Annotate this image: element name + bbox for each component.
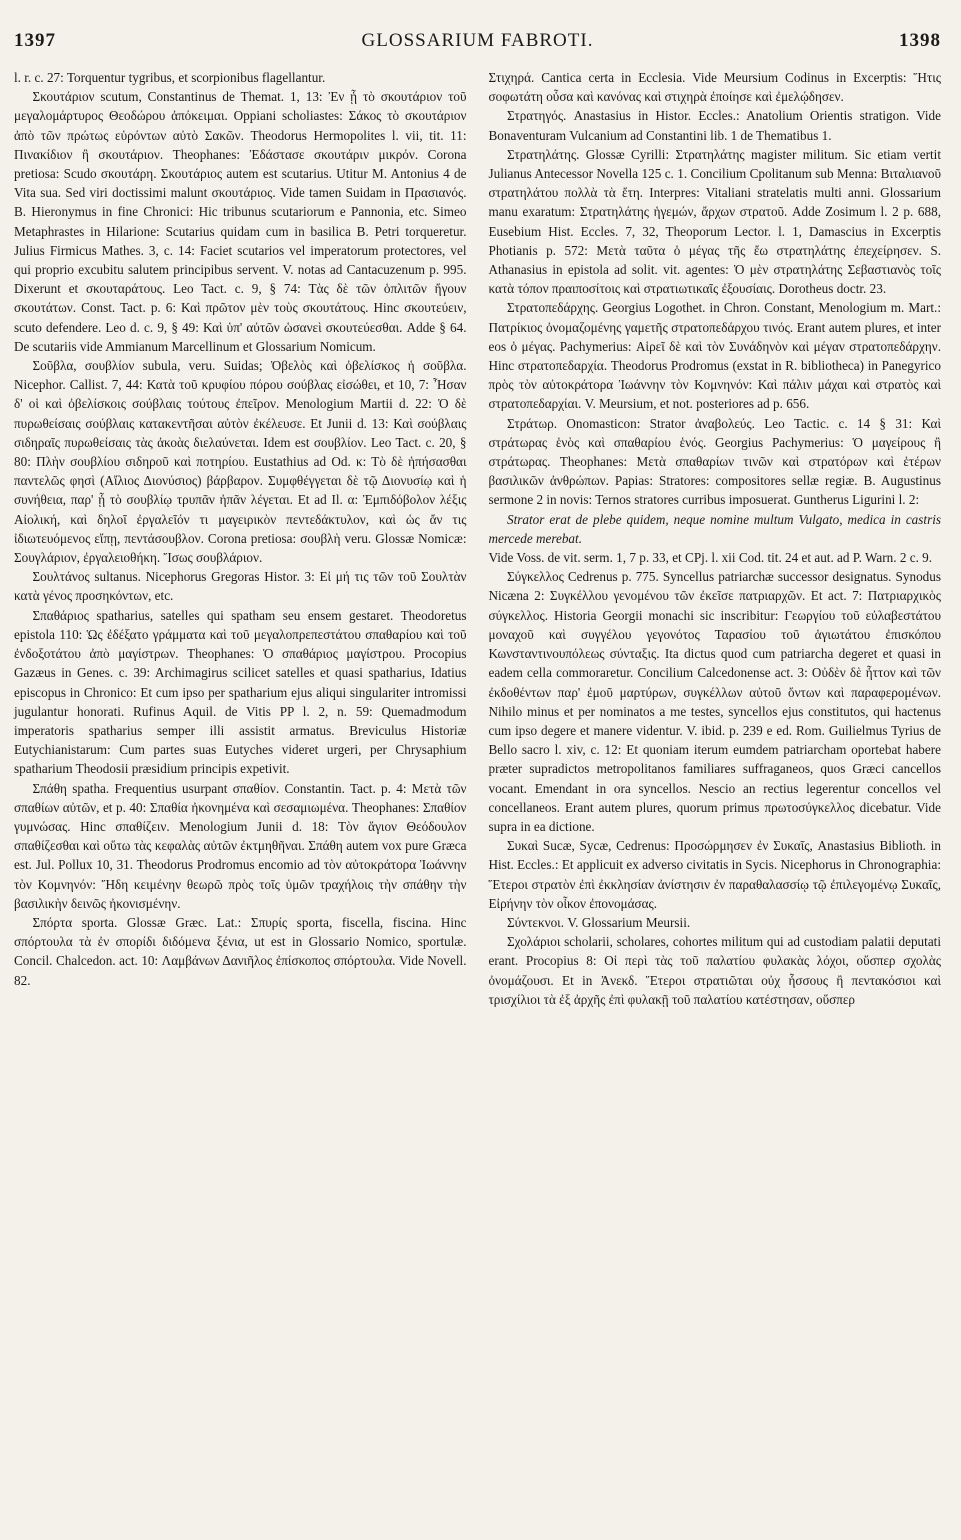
entry-paragraph: Στρατηλάτης. Glossæ Cyrilli: Στρατηλάτης magister militum. Sic etiam vertit Julianus Antecessor Novella 125 c. 1. Concilium Cpolitanum sub Menna: Βιταλιανοῦ στρατηλάτου πολλὰ τὰ ἔτη. Interpres: Vitaliani stratelatis multi anni. Glossarium manu exaratum: Στρατηλάτης ἡγεμών, ἄρχων στρατοῦ. Adde Zosimum l. 2 p. 688, Eusebium Hist. Eccles. 7, 32, Theoporum Lector. l. 1, Damascius in Excerptis Photianis p. 572: Μετὰ ταῦτα ὁ μέγας τῆς ἔω στρατηλάτης ἐπεχείρησεν. S. Athanasius in epistola ad solit. vit. agentes: Ὁ μὲν στρατηλάτης Σεβαστιανὸς τοῖς κατὰ τόπον πραιποσίτοις καὶ στρατιωτικαῖς ἐξουσίαις. Dorotheus doctr. 23. <box>488 146 941 297</box>
entry-paragraph: Σύγκελλος Cedrenus p. 775. Syncellus patriarchæ successor designatus. Synodus Nicæna 2: Συγκέλλου γενομένου τῶν ἐκεῖσε πατριαρχῶν. Et act. 7: Πατριαρχικὸς σύγκελλος. Historia Georgii monachi sic inscribitur: Γεωργίου τοῦ εὐλαβεστάτου μοναχοῦ καὶ συγγέλου γεγονότος Ταρασίου τοῦ ἁγιωτάτου ἐπισκόπου Κωνσταντινουπόλεως σύνταξις. Ita dictus quod cum patriarcha degeret et quasi in eadem cella commoraretur. Concilium Calcedonense act. 3: Οὐδὲν δὲ ἧττον καὶ τῶν ἐκδοθέντων παρ' ἐμοῦ μαρτύρων, συγκέλλων αὐτοῦ ὄντων καὶ παραφερομένων. Nihilo minus et per nominatos a me testes, syncellos ejus constitutos, qui hactenus cum ipso degere et manere videntur. V. ibid. p. 239 e ed. Rom. Guilielmus Tyrius de Bello sacro l. xiv, c. 12: Et quoniam iterum eumdem patriarcham oportebat habere præter supradictos metropolitanos familiares suffraganeos, quos Græci cancellos vocant. Emendant in ora syncellos. Nescio an rectius legerentur concellos vel concellaneos. Erant autem plures, quorum primus πρωτοσύγκελλος dicebatur. Vide supra in ea dictione. <box>488 569 941 834</box>
running-title: GLOSSARIUM FABROTI. <box>361 30 594 51</box>
entry-paragraph: Σχολάριοι scholarii, scholares, cohortes militum qui ad custodiam palatii deputati erant. Procopius 8: Οἱ περὶ τὰς τοῦ παλατίου φυλακὰς λόχοι, οὕσπερ σχολὰς ὀνομάζουσι. Et in Ἀνεκδ. Ἕτεροι στρατιῶται οὐχ ἧσσους ἢ πεντακόσιοι καὶ τρισχίλιοι τὰ ἐξ ἀρχῆς ἐπὶ φυλακῇ τοῦ παλατίου κατέστησαν, οὕσπερ <box>488 934 941 1007</box>
entry-paragraph: Σπόρτα sporta. Glossæ Græc. Lat.: Σπυρίς sporta, fiscella, fiscina. Hinc σπόρτουλα τὰ ἐν σπορίδι διδόμενα ξένια, ut est in Glossario Nomico, sportulæ. Concil. Chalcedon. act. 10: Λαμβάνων Δανιῆλος ἐπίσκοπος σπόρτουλα. Vide Novell. 82. <box>14 914 467 988</box>
entry-paragraph: Στιχηρά. Cantica certa in Ecclesia. Vide Meursium Codinus in Excerptis: Ἥτις σοφωτάτη οὖσα καὶ κανόνας καὶ στιχηρὰ ἐποίησε καὶ ἐμελῴδησεν. <box>488 70 941 105</box>
entry-paragraph: Σουλτάνος sultanus. Nicephorus Gregoras Histor. 3: Εἰ μή τις τῶν τοῦ Σουλτὰν κατὰ γένος προσηκόντων, etc. <box>14 569 467 604</box>
page-number-left: 1397 <box>14 30 56 51</box>
verse-quotation: Strator erat de plebe quidem, neque nomine multum Vulgato, medica in castris mercede merebat. <box>488 511 941 546</box>
left-column <box>14 68 467 1009</box>
entry-paragraph: Στρατοπεδάρχης. Georgius Logothet. in Chron. Constant, Menologium m. Mart.: Πατρίκιος ὀνομαζομένης γαμετῆς στρατοπεδάρχου τινός. Erant autem plures, et inter eos ὁ μέγας. Pachymerius: Αἱρεῖ δὲ καὶ τὸν Συνάδηνὸν καὶ μέγαν στρατοπεδάρχην. Hinc στρατοπεδαρχία. Theodorus Prodromus (exstat in R. bibliotheca) in Panegyrico πρὸς τὸν αὐτοκράτορα Ἰωάννην τὸν Κομνηνόν: Καὶ πάλιν μάχαι καὶ στρατὸς καὶ στρατοπεδαρχίαι. V. Meursium, et not. posteriores ad p. 656. <box>488 300 941 412</box>
page-number-right: 1398 <box>899 30 941 51</box>
entry-paragraph: Σπαθάριος spatharius, satelles qui spatham seu ensem gestaret. Theodoretus epistola 110: Ὡς ἐδέξατο γράμματα καὶ τοῦ μεγαλοπρεπεστάτου σπαθαρίου καὶ τοῦ ἐνδοξοτάτου ἀπὸ μαγίστρων. Theophanes: Ὁ σπαθάριος μαγίστρου. Procopius Gazæus in Genes. c. 39: Archimagirus scilicet satelles et quasi spatharius, Idatius episcopus in Chronico: Et cum ipso per spatharium ejus aliqui singulariter intromissi jugulantur honorati. Rufinus Aquil. de Vitis PP l. 2, n. 59: Quemadmodum imperatoris spatharius semper illi assistit armatus. Breviculus Historiæ Eutychianistarum: Cum partes suas Eutyches videret urgeri, per Chrysaphium spatharium Theodosii præsidium principis expetivit. <box>14 607 467 777</box>
entry-paragraph: Σπάθη spatha. Frequentius usurpant σπαθίον. Constantin. Tact. p. 4: Μετὰ τῶν σπαθίων αὐτῶν, et p. 40: Σπαθία ἠκονημένα καὶ σεσαμιωμένα. Theophanes: Σπαθίον γυμνώσας. Hinc σπαθίζειν. Menologium Junii d. 18: Τὸν ἅγιον Θεόδουλον σπαθίζεσθαι καὶ οὕτω τὰς κεφαλὰς αὐτῶν ἐκτμηθῆναι. Σπάθη autem vox pure Græca est. Jul. Pollux 10, 31. Theodorus Prodromus encomio ad τὸν αὐτοκράτορα Ἰωάννην τὸν Κομνηνόν: Ἤδη κειμένην θεωρῶ πρὸς τοῖς ὑμῶν τραχήλοις τὴν σπάθην τὴν βασιλικὴν δεινῶς ἠκονισμένην. <box>14 780 467 911</box>
entry-paragraph: l. r. c. 27: Torquentur tygribus, et scorpionibus flagellantur. <box>14 70 326 85</box>
entry-paragraph: Στράτωρ. Onomasticon: Strator ἀναβολεύς. Leo Tactic. c. 14 § 31: Καὶ στράτωρας ἑνὸς καὶ σπαθαρίου ἑνός. Georgius Pachymerius: Ὁ μαγείρους ἢ στράτωρας. Theophanes: Μετὰ σπαθαρίων τινῶν καὶ στρατόρων καὶ ἑτέρων βασιλικῶν ἀνθρώπων. Papias: Stratores: compositores sellæ regiæ. B. Augustinus sermone 2 in novis: Ternos stratores curribus imposuerat. Guntherus Ligurini l. 2: <box>488 415 941 508</box>
running-head <box>14 30 941 60</box>
entry-paragraph: Σοῦβλα, σουβλίον subula, veru. Suidas; Ὀβελὸς καὶ ὀβελίσκος ἡ σοῦβλα. Nicephor. Callist. 7, 44: Κατὰ τοῦ κρυφίου πόρου σούβλας εἰσώθει, et 10, 7: Ἦσαν δ' οἱ καὶ ὀβελίσκοις σούβλαις τούτους ἐπεῖρον. Menologium Martii d. 22: Ὁ δὲ πυρωθείσαις σούβλαις κατακεντῆσαι αὐτὸν ἐκέλευσε. Et Junii d. 13: Καὶ σούβλαις σιδηραῖς πυρωθείσαις τὰς ἀκοὰς διελαύνεται. Idem est σουβλίον. Leo Tact. c. 20, § 80: Πλὴν σουβλίου σιδηροῦ καὶ ποτηρίου. Eustathius ad Od. κ: Τὸ δὲ ἡπήσασθαι παντελῶς φησὶ (Αἴλιος Διονύσιος) βάρβαρον. Συμφθέγγεται δὲ τῷ Διονυσίῳ καὶ ἡ συνήθεια, παρ' ᾗ τὸ σουβλίῳ τρυπᾶν ἠπᾶν λέγεται. Et ad Il. α: Ἐμπιδόβολον λέξις Αἰολική, καὶ δηλοῖ ἐργαλεῖόν τι μαγειρικὸν πεντεδάκτυλον, καὶ ὡς ἄν τις ἰδιωτευόμενος εἴπῃ, πεντάσουβλον. Corona pretiosa: σουβλὴ veru. Glossæ Nomicæ: Σουγλάριον, ἐργαλειοθήκη. Ἴσως σουβλάριον. <box>14 358 467 566</box>
text-columns <box>14 68 941 1009</box>
entry-paragraph: Συκαὶ Sucæ, Sycæ, Cedrenus: Προσώρμησεν ἐν Συκαῖς, Anastasius Biblioth. in Hist. Eccles.: Et applicuit ex adverso civitatis in Sycis. Nicephorus in Chronographia: Ἕτεροι στρατὸν ἐπὶ ἐκκλησίαν ἀνίστησιν ἐν παραθαλασσίῳ τῷ ἐπιλεγομένῳ Συκαῖς, Εἰρήνην τὸν οἶκον ἐπονομάσας. <box>488 838 941 911</box>
right-column <box>489 68 942 1009</box>
entry-paragraph: Σκουτάριον scutum, Constantinus de Themat. 1, 13: Ἐν ᾗ τὸ σκουτάριον τοῦ μεγαλομάρτυρος Θεοδώρου ἀπόκειμαι. Oppiani scholiastes: Σάκος τὸ σκουτάριον ἀπὸ τῶν πρώτως εὑρόντων αὐτὸ Σακῶν. Theodorus Hermopolites l. vii, tit. 11: Πινακίδιον ἢ σκουτάριον. Theophanes: Ἐδάστασε σκουτάριν μικρόν. Corona pretiosa: Scudo σκουτάρη. Σκουτάριος autem est scutarius. Utitur M. Antonius 4 de Vita sua. Sed viri doctissimi malunt σκουτάριος. Vide tamen Suidam in Πρασιανός. B. Hieronymus in fine Chronici: Hic tribunus scutariorum e Pannonia, etc. Simeo Metaphrastes in Hilarione: Scutarius quidam cum in basilica B. Petri torqueretur. Julius Firmicus Mathes. 3, c. 14: Faciet scutarios vel imperatorum protectores, vel qui proprio excubitu salutem principibus servent. V. notas ad Cantacuzenum p. 995. Dixerunt et σκουταράτους. Leo Tact. c. 9, § 74: Τὰς δὲ τῶν ὁπλιτῶν ἤγουν σκουτάτων. Const. Tact. p. 6: Καὶ πρῶτον μὲν τοὺς σκουτάτους. Hinc σκουτεύειν, scuto defendere. Leo d. c. 9, § 49: Καὶ ὑπ' αὐτῶν ὡσανεὶ σκουτεύεσθαι. Adde § 64. De scutariis vide Ammianum Marcellinum et Glossarium Nomicum. <box>14 89 467 354</box>
entry-paragraph: Στρατηγός. Anastasius in Histor. Eccles.: Anatolium Orientis stratigon. Vide Bonaventuram Vulcanium ad Constantini lib. 1 de Thematibus 1. <box>488 108 941 143</box>
entry-paragraph: Vide Voss. de vit. serm. 1, 7 p. 33, et CPj. l. xii Cod. tit. 24 et aut. ad P. Warn. 2 c. 9. <box>488 550 933 566</box>
entry-paragraph: Σύντεκνοι. V. Glossarium Meursii. <box>506 914 691 930</box>
